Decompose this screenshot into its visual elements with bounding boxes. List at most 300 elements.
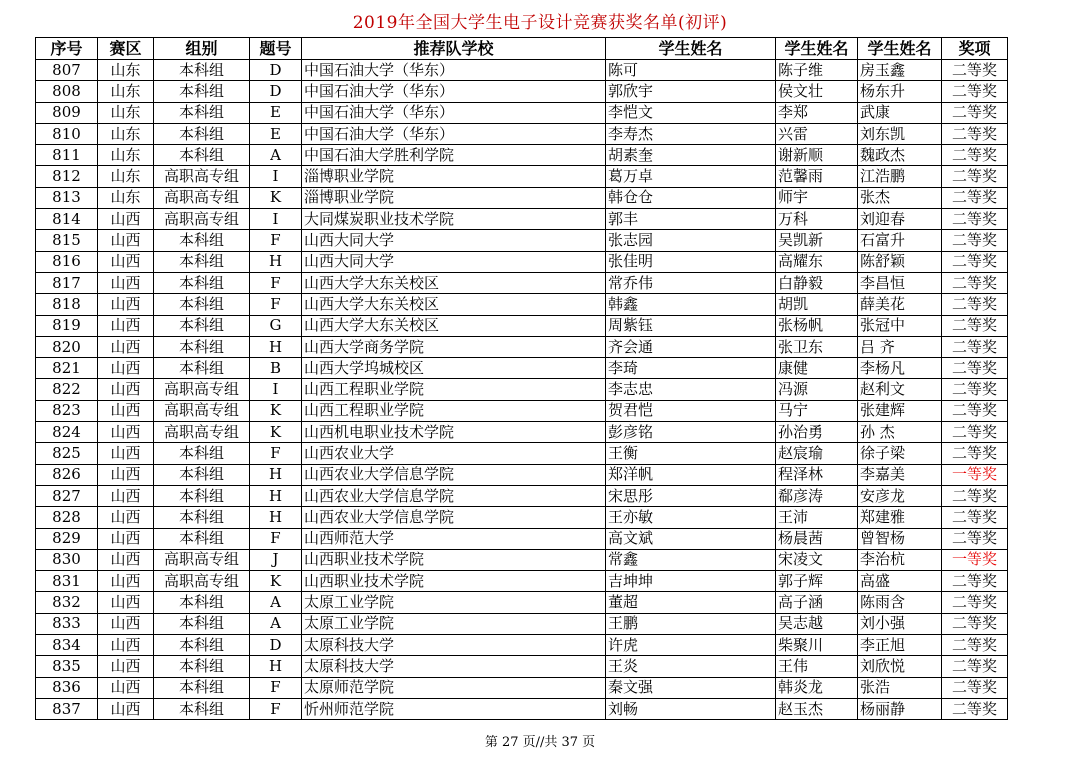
table-row	[36, 528, 1008, 549]
cell-student-1: 张佳明	[606, 251, 776, 272]
cell-index: 836	[36, 677, 98, 698]
cell-student-1: 秦文强	[606, 677, 776, 698]
cell-prize: 二等奖	[942, 571, 1008, 592]
cell-problem: K	[250, 187, 302, 208]
cell-index: 821	[36, 358, 98, 379]
cell-school: 山西机电职业技术学院	[302, 422, 606, 443]
cell-problem: F	[250, 272, 302, 293]
cell-problem: A	[250, 145, 302, 166]
cell-group: 本科组	[154, 123, 250, 144]
table-row	[36, 698, 1008, 719]
cell-student-1: 葛万卓	[606, 166, 776, 187]
cell-group: 本科组	[154, 230, 250, 251]
cell-problem: F	[250, 698, 302, 719]
cell-student-3: 魏政杰	[858, 145, 942, 166]
cell-group: 高职高专组	[154, 549, 250, 570]
cell-index: 827	[36, 485, 98, 506]
cell-student-2: 马宁	[776, 400, 858, 421]
cell-student-1: 胡素奎	[606, 145, 776, 166]
cell-index: 829	[36, 528, 98, 549]
cell-student-1: 韩仓仓	[606, 187, 776, 208]
cell-student-1: 吉坤坤	[606, 571, 776, 592]
cell-student-3: 刘小强	[858, 613, 942, 634]
cell-index: 826	[36, 464, 98, 485]
cell-student-1: 李寿杰	[606, 123, 776, 144]
cell-student-1: 齐会通	[606, 336, 776, 357]
cell-student-2: 谢新顺	[776, 145, 858, 166]
cell-problem: A	[250, 613, 302, 634]
cell-student-2: 杨晨茜	[776, 528, 858, 549]
cell-school: 太原工业学院	[302, 592, 606, 613]
cell-prize: 二等奖	[942, 81, 1008, 102]
cell-student-1: 郭欣宇	[606, 81, 776, 102]
cell-region: 山西	[98, 400, 154, 421]
cell-student-1: 王鹏	[606, 613, 776, 634]
award-table	[35, 37, 1008, 720]
cell-student-3: 陈舒颖	[858, 251, 942, 272]
cell-index: 837	[36, 698, 98, 719]
cell-index: 819	[36, 315, 98, 336]
cell-school: 山西大学大东关校区	[302, 272, 606, 293]
cell-student-2: 赵玉杰	[776, 698, 858, 719]
cell-region: 山东	[98, 60, 154, 81]
cell-student-3: 吕 齐	[858, 336, 942, 357]
cell-school: 山西大学大东关校区	[302, 294, 606, 315]
header-school: 推荐队学校	[302, 38, 606, 60]
cell-student-2: 吴凯新	[776, 230, 858, 251]
cell-region: 山西	[98, 464, 154, 485]
cell-index: 808	[36, 81, 98, 102]
cell-prize: 二等奖	[942, 145, 1008, 166]
cell-school: 大同煤炭职业技术学院	[302, 209, 606, 230]
table-row	[36, 507, 1008, 528]
cell-problem: F	[250, 677, 302, 698]
cell-group: 本科组	[154, 272, 250, 293]
cell-student-2: 王沛	[776, 507, 858, 528]
cell-index: 828	[36, 507, 98, 528]
header-student-1: 学生姓名	[606, 38, 776, 60]
cell-student-2: 王伟	[776, 656, 858, 677]
cell-student-3: 李正旭	[858, 635, 942, 656]
cell-student-2: 郭子辉	[776, 571, 858, 592]
cell-student-3: 杨丽静	[858, 698, 942, 719]
table-row	[36, 187, 1008, 208]
cell-student-1: 常乔伟	[606, 272, 776, 293]
cell-region: 山西	[98, 209, 154, 230]
cell-student-1: 高文斌	[606, 528, 776, 549]
cell-student-3: 刘欣悦	[858, 656, 942, 677]
cell-school: 淄博职业学院	[302, 187, 606, 208]
cell-group: 高职高专组	[154, 422, 250, 443]
cell-prize: 二等奖	[942, 102, 1008, 123]
header-row	[36, 38, 1008, 60]
cell-school: 山西师范大学	[302, 528, 606, 549]
cell-problem: B	[250, 358, 302, 379]
cell-group: 本科组	[154, 613, 250, 634]
cell-region: 山西	[98, 677, 154, 698]
header-problem: 题号	[250, 38, 302, 60]
cell-school: 山西农业大学	[302, 443, 606, 464]
table-row	[36, 336, 1008, 357]
cell-student-1: 韩鑫	[606, 294, 776, 315]
table-row	[36, 81, 1008, 102]
cell-school: 山西农业大学信息学院	[302, 464, 606, 485]
cell-student-2: 柴聚川	[776, 635, 858, 656]
cell-group: 本科组	[154, 698, 250, 719]
cell-student-1: 王衡	[606, 443, 776, 464]
cell-prize: 二等奖	[942, 123, 1008, 144]
cell-student-2: 胡凯	[776, 294, 858, 315]
cell-student-2: 康健	[776, 358, 858, 379]
cell-prize: 二等奖	[942, 209, 1008, 230]
cell-school: 忻州师范学院	[302, 698, 606, 719]
cell-index: 810	[36, 123, 98, 144]
cell-index: 831	[36, 571, 98, 592]
cell-region: 山西	[98, 379, 154, 400]
cell-region: 山西	[98, 635, 154, 656]
cell-student-2: 兴雷	[776, 123, 858, 144]
cell-prize: 二等奖	[942, 272, 1008, 293]
cell-student-1: 郑洋帆	[606, 464, 776, 485]
cell-problem: K	[250, 400, 302, 421]
cell-region: 山西	[98, 528, 154, 549]
page-footer: 第 27 页//共 37 页	[484, 735, 596, 750]
cell-student-3: 赵利文	[858, 379, 942, 400]
cell-problem: G	[250, 315, 302, 336]
cell-group: 本科组	[154, 81, 250, 102]
header-student-3: 学生姓名	[858, 38, 942, 60]
cell-group: 本科组	[154, 315, 250, 336]
cell-problem: H	[250, 656, 302, 677]
header-group: 组别	[154, 38, 250, 60]
cell-index: 832	[36, 592, 98, 613]
cell-school: 太原师范学院	[302, 677, 606, 698]
cell-prize: 二等奖	[942, 251, 1008, 272]
cell-student-2: 赵宸瑜	[776, 443, 858, 464]
cell-prize: 二等奖	[942, 528, 1008, 549]
cell-school: 山西大学坞城校区	[302, 358, 606, 379]
cell-student-1: 许虎	[606, 635, 776, 656]
cell-problem: I	[250, 209, 302, 230]
cell-prize: 二等奖	[942, 422, 1008, 443]
cell-school: 山西农业大学信息学院	[302, 507, 606, 528]
cell-school: 山西工程职业学院	[302, 400, 606, 421]
cell-student-1: 陈可	[606, 60, 776, 81]
cell-student-2: 程泽林	[776, 464, 858, 485]
cell-school: 中国石油大学胜利学院	[302, 145, 606, 166]
header-region: 赛区	[98, 38, 154, 60]
cell-student-1: 李恺文	[606, 102, 776, 123]
cell-problem: H	[250, 251, 302, 272]
cell-problem: K	[250, 422, 302, 443]
cell-student-2: 冯源	[776, 379, 858, 400]
cell-group: 本科组	[154, 443, 250, 464]
cell-problem: H	[250, 336, 302, 357]
cell-problem: E	[250, 102, 302, 123]
cell-problem: E	[250, 123, 302, 144]
cell-index: 814	[36, 209, 98, 230]
cell-student-3: 曾智杨	[858, 528, 942, 549]
cell-student-1: 张志园	[606, 230, 776, 251]
cell-problem: D	[250, 81, 302, 102]
cell-student-3: 李治杭	[858, 549, 942, 570]
table-row	[36, 166, 1008, 187]
cell-student-2: 高耀东	[776, 251, 858, 272]
cell-student-2: 陈子维	[776, 60, 858, 81]
cell-student-1: 王亦敏	[606, 507, 776, 528]
table-row	[36, 123, 1008, 144]
cell-region: 山西	[98, 592, 154, 613]
cell-school: 中国石油大学（华东）	[302, 81, 606, 102]
cell-region: 山东	[98, 187, 154, 208]
cell-index: 823	[36, 400, 98, 421]
cell-index: 815	[36, 230, 98, 251]
cell-prize: 二等奖	[942, 60, 1008, 81]
header-student-2: 学生姓名	[776, 38, 858, 60]
cell-group: 本科组	[154, 60, 250, 81]
table-row	[36, 677, 1008, 698]
cell-student-2: 郗彦涛	[776, 485, 858, 506]
cell-school: 山西大学商务学院	[302, 336, 606, 357]
cell-region: 山东	[98, 166, 154, 187]
cell-index: 835	[36, 656, 98, 677]
cell-student-2: 万科	[776, 209, 858, 230]
cell-group: 高职高专组	[154, 571, 250, 592]
cell-student-3: 薛美花	[858, 294, 942, 315]
table-row	[36, 272, 1008, 293]
table-row	[36, 60, 1008, 81]
cell-index: 807	[36, 60, 98, 81]
cell-student-1: 贺君恺	[606, 400, 776, 421]
table-row	[36, 635, 1008, 656]
cell-student-1: 周紫钰	[606, 315, 776, 336]
cell-student-1: 郭丰	[606, 209, 776, 230]
cell-prize: 二等奖	[942, 677, 1008, 698]
cell-school: 山西大同大学	[302, 230, 606, 251]
cell-student-3: 徐子梁	[858, 443, 942, 464]
table-body	[36, 60, 1008, 720]
cell-group: 本科组	[154, 656, 250, 677]
cell-prize: 一等奖	[942, 464, 1008, 485]
cell-index: 830	[36, 549, 98, 570]
cell-index: 822	[36, 379, 98, 400]
table-row	[36, 464, 1008, 485]
cell-student-1: 李志忠	[606, 379, 776, 400]
cell-student-2: 宋凌文	[776, 549, 858, 570]
cell-prize: 二等奖	[942, 336, 1008, 357]
table-row	[36, 230, 1008, 251]
cell-region: 山西	[98, 549, 154, 570]
cell-student-3: 杨东升	[858, 81, 942, 102]
cell-prize: 二等奖	[942, 698, 1008, 719]
cell-school: 中国石油大学（华东）	[302, 102, 606, 123]
cell-region: 山西	[98, 315, 154, 336]
cell-region: 山西	[98, 422, 154, 443]
cell-student-3: 石富升	[858, 230, 942, 251]
cell-school: 太原科技大学	[302, 635, 606, 656]
cell-region: 山西	[98, 443, 154, 464]
cell-student-2: 李郑	[776, 102, 858, 123]
cell-prize: 二等奖	[942, 187, 1008, 208]
cell-index: 824	[36, 422, 98, 443]
cell-student-3: 李嘉美	[858, 464, 942, 485]
cell-group: 本科组	[154, 528, 250, 549]
cell-problem: D	[250, 635, 302, 656]
table-row	[36, 422, 1008, 443]
cell-prize: 二等奖	[942, 635, 1008, 656]
cell-prize: 二等奖	[942, 485, 1008, 506]
cell-problem: D	[250, 60, 302, 81]
cell-prize: 二等奖	[942, 230, 1008, 251]
cell-prize: 二等奖	[942, 166, 1008, 187]
cell-school: 太原科技大学	[302, 656, 606, 677]
cell-prize: 二等奖	[942, 507, 1008, 528]
cell-school: 山西职业技术学院	[302, 571, 606, 592]
cell-student-1: 王炎	[606, 656, 776, 677]
cell-index: 833	[36, 613, 98, 634]
cell-region: 山西	[98, 507, 154, 528]
cell-region: 山西	[98, 272, 154, 293]
cell-region: 山西	[98, 571, 154, 592]
cell-student-1: 彭彦铭	[606, 422, 776, 443]
cell-problem: I	[250, 166, 302, 187]
table-row	[36, 592, 1008, 613]
cell-problem: F	[250, 528, 302, 549]
cell-index: 812	[36, 166, 98, 187]
table-row	[36, 294, 1008, 315]
table-row	[36, 656, 1008, 677]
cell-index: 817	[36, 272, 98, 293]
cell-region: 山西	[98, 358, 154, 379]
cell-student-3: 李昌恒	[858, 272, 942, 293]
cell-prize: 二等奖	[942, 400, 1008, 421]
cell-group: 本科组	[154, 336, 250, 357]
cell-prize: 二等奖	[942, 443, 1008, 464]
cell-group: 本科组	[154, 251, 250, 272]
cell-region: 山西	[98, 251, 154, 272]
cell-prize: 二等奖	[942, 358, 1008, 379]
table-row	[36, 102, 1008, 123]
header-prize: 奖项	[942, 38, 1008, 60]
cell-region: 山东	[98, 123, 154, 144]
cell-student-3: 张浩	[858, 677, 942, 698]
table-row	[36, 485, 1008, 506]
cell-group: 本科组	[154, 485, 250, 506]
cell-student-2: 张杨帆	[776, 315, 858, 336]
table-row	[36, 358, 1008, 379]
cell-group: 高职高专组	[154, 400, 250, 421]
cell-group: 高职高专组	[154, 187, 250, 208]
cell-prize: 二等奖	[942, 379, 1008, 400]
cell-student-1: 董超	[606, 592, 776, 613]
cell-student-2: 师宇	[776, 187, 858, 208]
cell-student-3: 李杨凡	[858, 358, 942, 379]
cell-group: 高职高专组	[154, 209, 250, 230]
table-row	[36, 571, 1008, 592]
cell-region: 山东	[98, 81, 154, 102]
table-row	[36, 145, 1008, 166]
cell-region: 山西	[98, 656, 154, 677]
table-row	[36, 379, 1008, 400]
cell-student-3: 江浩鹏	[858, 166, 942, 187]
cell-student-2: 吴志越	[776, 613, 858, 634]
cell-group: 本科组	[154, 102, 250, 123]
table-row	[36, 443, 1008, 464]
cell-index: 818	[36, 294, 98, 315]
cell-problem: J	[250, 549, 302, 570]
cell-group: 本科组	[154, 677, 250, 698]
cell-prize: 一等奖	[942, 549, 1008, 570]
cell-group: 本科组	[154, 358, 250, 379]
cell-student-1: 李琦	[606, 358, 776, 379]
cell-problem: H	[250, 464, 302, 485]
cell-region: 山西	[98, 613, 154, 634]
cell-student-1: 常鑫	[606, 549, 776, 570]
cell-prize: 二等奖	[942, 592, 1008, 613]
cell-student-1: 宋思彤	[606, 485, 776, 506]
cell-region: 山西	[98, 698, 154, 719]
cell-school: 太原工业学院	[302, 613, 606, 634]
table-row	[36, 549, 1008, 570]
cell-student-2: 白静毅	[776, 272, 858, 293]
cell-student-3: 张杰	[858, 187, 942, 208]
cell-problem: K	[250, 571, 302, 592]
cell-student-3: 高盛	[858, 571, 942, 592]
table-row	[36, 613, 1008, 634]
cell-student-2: 张卫东	[776, 336, 858, 357]
cell-group: 高职高专组	[154, 166, 250, 187]
table-row	[36, 315, 1008, 336]
cell-problem: H	[250, 507, 302, 528]
cell-student-2: 侯文壮	[776, 81, 858, 102]
cell-group: 本科组	[154, 464, 250, 485]
cell-index: 825	[36, 443, 98, 464]
header-index: 序号	[36, 38, 98, 60]
cell-problem: F	[250, 443, 302, 464]
cell-school: 淄博职业学院	[302, 166, 606, 187]
cell-student-3: 陈雨含	[858, 592, 942, 613]
page-title: 2019年全国大学生电子设计竞赛获奖名单(初评)	[352, 13, 728, 33]
cell-student-3: 张建辉	[858, 400, 942, 421]
cell-region: 山西	[98, 336, 154, 357]
cell-prize: 二等奖	[942, 294, 1008, 315]
cell-prize: 二等奖	[942, 613, 1008, 634]
cell-student-3: 刘迎春	[858, 209, 942, 230]
cell-student-2: 韩炎龙	[776, 677, 858, 698]
cell-index: 811	[36, 145, 98, 166]
cell-region: 山西	[98, 230, 154, 251]
cell-student-2: 范馨雨	[776, 166, 858, 187]
cell-student-2: 孙治勇	[776, 422, 858, 443]
cell-region: 山西	[98, 485, 154, 506]
cell-index: 813	[36, 187, 98, 208]
cell-prize: 二等奖	[942, 656, 1008, 677]
cell-region: 山东	[98, 145, 154, 166]
cell-problem: A	[250, 592, 302, 613]
cell-group: 本科组	[154, 507, 250, 528]
table-row	[36, 251, 1008, 272]
cell-school: 山西职业技术学院	[302, 549, 606, 570]
cell-index: 816	[36, 251, 98, 272]
cell-student-3: 刘东凯	[858, 123, 942, 144]
cell-group: 本科组	[154, 592, 250, 613]
cell-student-3: 房玉鑫	[858, 60, 942, 81]
cell-school: 山西工程职业学院	[302, 379, 606, 400]
cell-student-3: 张冠中	[858, 315, 942, 336]
cell-student-3: 孙 杰	[858, 422, 942, 443]
cell-school: 山西大学大东关校区	[302, 315, 606, 336]
table-row	[36, 209, 1008, 230]
